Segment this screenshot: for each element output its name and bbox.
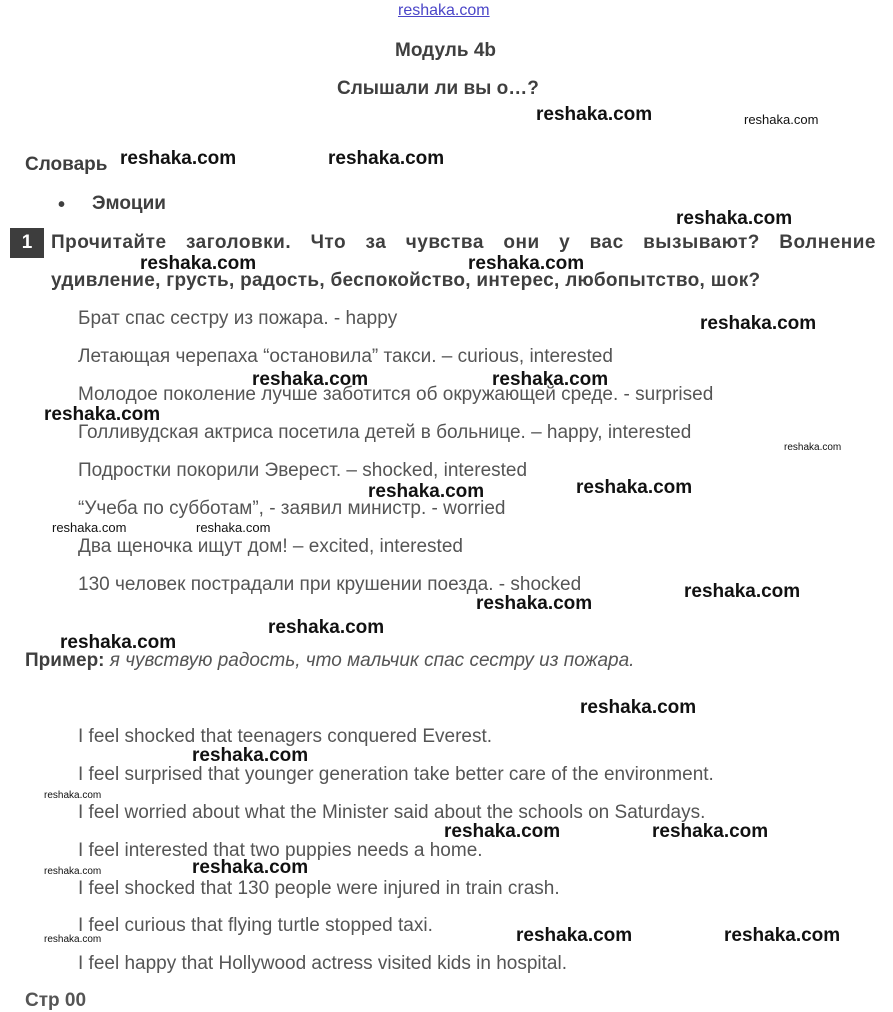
watermark: reshaka.com xyxy=(44,934,102,945)
watermark: reshaka.com xyxy=(576,477,693,498)
watermark: reshaka.com xyxy=(140,253,257,274)
module-title: Модуль 4b xyxy=(395,40,496,61)
watermark: reshaka.com xyxy=(120,148,237,169)
exercise-instruction-line2: удивление, грусть, радость, беспокойство, интерес, любопытство, шок? xyxy=(51,270,761,291)
watermark: reshaka.com xyxy=(52,520,127,535)
watermark: reshaka.com xyxy=(468,253,585,274)
vocabulary-heading: Словарь xyxy=(25,154,108,175)
watermark: reshaka.com xyxy=(536,104,653,125)
answer-item: I feel interested that two puppies needs a home. xyxy=(78,840,483,861)
vocabulary-item: Эмоции xyxy=(92,193,166,214)
page-footer-fragment: Стр 00 xyxy=(25,990,87,1011)
answer-item: I feel shocked that 130 people were injured in train crash. xyxy=(78,878,560,899)
watermark: reshaka.com xyxy=(268,617,385,638)
watermark: reshaka.com xyxy=(516,925,633,946)
headline-item: Молодое поколение лучше заботится об окружающей среде. - surprised xyxy=(78,384,714,405)
watermark: reshaka.com xyxy=(192,745,309,766)
watermark: reshaka.com xyxy=(444,821,561,842)
watermark: reshaka.com xyxy=(724,925,841,946)
watermark: reshaka.com xyxy=(784,442,842,453)
watermark: reshaka.com xyxy=(196,520,271,535)
headline-item: Брат спас сестру из пожара. - happy xyxy=(78,308,398,329)
watermark: reshaka.com xyxy=(676,208,793,229)
headline-item: Подростки покорили Эверест. – shocked, interested xyxy=(78,460,528,481)
watermark: reshaka.com xyxy=(652,821,769,842)
example-label: Пример: xyxy=(25,650,105,671)
bullet-icon: • xyxy=(58,194,66,216)
lesson-title: Слышали ли вы о…? xyxy=(337,78,539,99)
example-text: я чувствую радость, что мальчик спас сестру из пожара. xyxy=(104,650,635,671)
watermark: reshaka.com xyxy=(60,632,177,653)
answer-item: I feel happy that Hollywood actress visited kids in hospital. xyxy=(78,953,567,974)
headline-item: “Учеба по субботам”, - заявил министр. - worried xyxy=(78,498,506,519)
answer-item: I feel curious that flying turtle stopped taxi. xyxy=(78,915,433,936)
watermark: reshaka.com xyxy=(492,369,609,390)
watermark: reshaka.com xyxy=(476,593,593,614)
watermark: reshaka.com xyxy=(744,112,819,127)
watermark: reshaka.com xyxy=(684,581,801,602)
headline-item: 130 человек пострадали при крушении поезда. - shocked xyxy=(78,574,582,595)
watermark: reshaka.com xyxy=(328,148,445,169)
watermark: reshaka.com xyxy=(44,866,102,877)
headline-item: Голливудская актриса посетила детей в больнице. – happy, interested xyxy=(78,422,692,443)
answer-item: I feel surprised that younger generation take better care of the environment. xyxy=(78,764,714,785)
watermark: reshaka.com xyxy=(252,369,369,390)
exercise-number-badge: 1 xyxy=(10,228,44,258)
watermark: reshaka.com xyxy=(580,697,697,718)
headline-item: Летающая черепаха “остановила” такси. – curious, interested xyxy=(78,346,613,367)
watermark: reshaka.com xyxy=(192,857,309,878)
headline-item: Два щеночка ищут дом! – excited, interested xyxy=(78,536,463,557)
top-watermark-link[interactable]: reshaka.com xyxy=(398,2,490,19)
watermark: reshaka.com xyxy=(44,404,161,425)
exercise-instruction-line1: Прочитайте заголовки. Что за чувства они у вас вызывают? Волнение xyxy=(51,232,876,253)
answer-item: I feel shocked that teenagers conquered Everest. xyxy=(78,726,493,747)
watermark: reshaka.com xyxy=(44,790,102,801)
watermark: reshaka.com xyxy=(700,313,817,334)
answer-item: I feel worried about what the Minister said about the schools on Saturdays. xyxy=(78,802,706,823)
watermark: reshaka.com xyxy=(368,481,485,502)
